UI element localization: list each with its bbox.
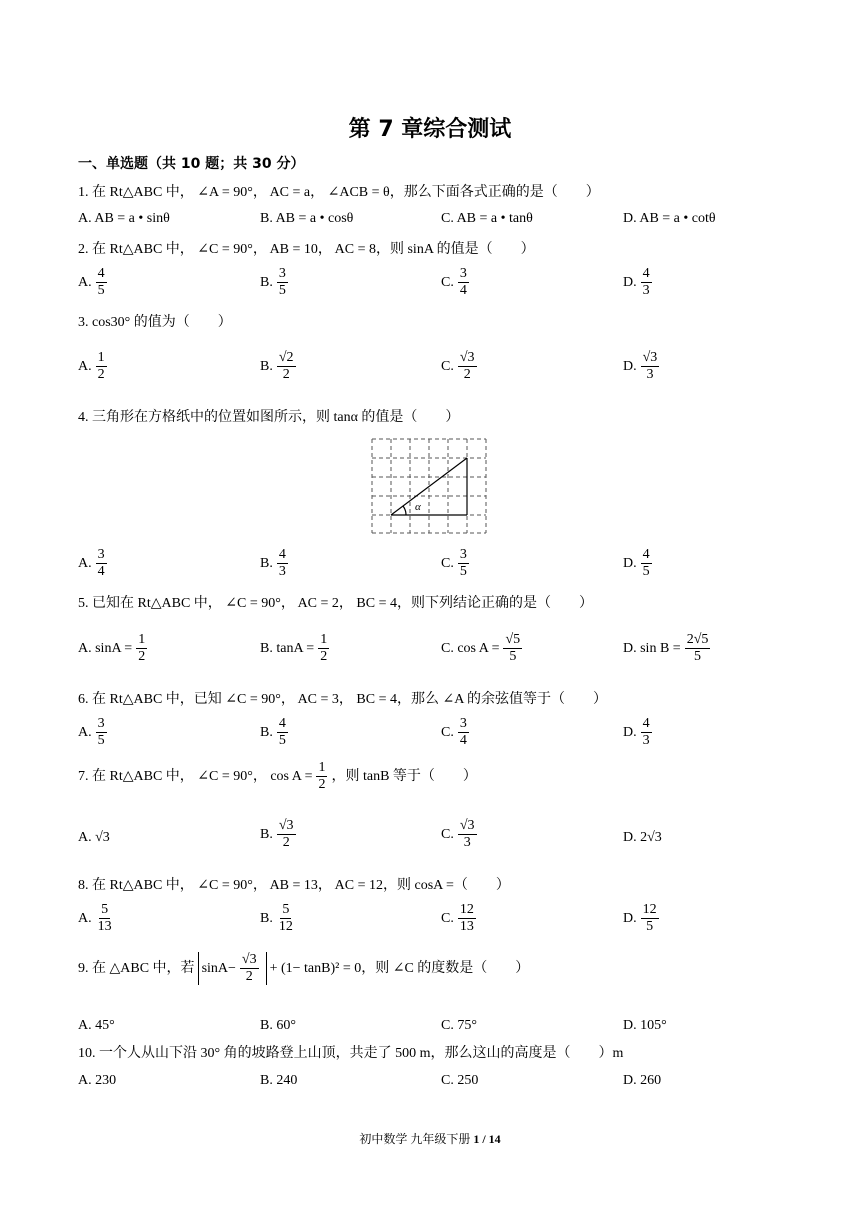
- q2-option-a[interactable]: A. $\frac{4}{5}$: [78, 266, 105, 299]
- q8-option-c[interactable]: C. $\frac{12}{13}$: [441, 902, 474, 935]
- q6-option-b[interactable]: B. $\frac{4}{5}$: [260, 716, 286, 749]
- question-3-stem: 3. cos30° 的值为（ ）: [78, 315, 232, 330]
- q2-option-b[interactable]: B. $\frac{3}{5}$: [260, 266, 286, 299]
- question-6-stem: 6. 在 Rt△ABC 中，已知 ∠C = 90°， AC = 3， BC = 4，那么 ∠A 的余弦值等于（ ）: [78, 692, 608, 707]
- question-9-stem: 9. 在 △ABC 中，若 sinA− $\frac{√3}{2}$ + (1− tanB)² = 0，则 ∠C 的度数是（ ）: [78, 952, 530, 985]
- question-5-stem: 5. 已知在 Rt△ABC 中， ∠C = 90°， AC = 2， BC = 4，则下列结论正确的是（ ）: [78, 596, 593, 611]
- q4-option-c[interactable]: C. $\frac{3}{5}$: [441, 547, 467, 580]
- footer-text: 初中数学 九年级下册: [359, 1132, 474, 1146]
- q7-option-b[interactable]: B. $\frac{√3}{2}$: [260, 818, 294, 851]
- q8-option-a[interactable]: A. $\frac{5}{13}$: [78, 902, 112, 935]
- q5-option-b[interactable]: B. tanA = $\frac{1}{2}$: [260, 632, 328, 665]
- q5-option-a[interactable]: A. sinA = $\frac{1}{2}$: [78, 632, 146, 665]
- question-10-stem: 10. 一个人从山下沿 30° 角的坡路登上山顶，共走了 500 m，那么这山的高度是（ ）m: [78, 1046, 624, 1061]
- q6-option-c[interactable]: C. $\frac{3}{4}$: [441, 716, 467, 749]
- q4-option-d[interactable]: D. $\frac{4}{5}$: [623, 547, 650, 580]
- q5-option-c[interactable]: C. cos A = $\frac{√5}{5}$: [441, 632, 521, 665]
- q1-option-c[interactable]: C. AB = a • tanθ: [441, 211, 533, 226]
- q8-option-d[interactable]: D. $\frac{12}{5}$: [623, 902, 657, 935]
- page-footer: [0, 1130, 860, 1147]
- q8-option-b[interactable]: B. $\frac{5}{12}$: [260, 902, 293, 935]
- question-7-stem: 7. 在 Rt△ABC 中， ∠C = 90°， cos A = $\frac{1}{2}$ ，则 tanB 等于（ ）: [78, 760, 477, 793]
- q1-option-b[interactable]: B. AB = a • cosθ: [260, 211, 354, 226]
- q2-option-c[interactable]: C. $\frac{3}{4}$: [441, 266, 467, 299]
- q1-option-a[interactable]: A. AB = a • sinθ: [78, 211, 170, 226]
- q3-option-d[interactable]: D. $\frac{√3}{3}$: [623, 350, 658, 383]
- q6-option-d[interactable]: D. $\frac{4}{3}$: [623, 716, 650, 749]
- q7-option-a[interactable]: A. √3: [78, 830, 110, 845]
- page-title: 第 7 章综合测试: [348, 117, 512, 142]
- grid-triangle-figure: [370, 437, 488, 535]
- q3-option-c[interactable]: C. $\frac{√3}{2}$: [441, 350, 475, 383]
- q9-option-c[interactable]: C. 75°: [441, 1018, 477, 1033]
- section-heading: 一、单选题（共 10 题；共 30 分）: [78, 156, 305, 172]
- question-4-stem: 4. 三角形在方格纸中的位置如图所示，则 tanα 的值是（ ）: [78, 410, 460, 425]
- question-2-stem: 2. 在 Rt△ABC 中， ∠C = 90°， AB = 10， AC = 8，则 sinA 的值是（ ）: [78, 242, 535, 257]
- question-1-stem: 1. 在 Rt△ABC 中， ∠A = 90°， AC = a， ∠ACB = θ，那么下面各式正确的是（ ）: [78, 185, 600, 200]
- alpha-label: α: [415, 501, 421, 513]
- q5-option-d[interactable]: D. sin B = $\frac{2√5}{5}$: [623, 632, 709, 665]
- q6-option-a[interactable]: A. $\frac{3}{5}$: [78, 716, 105, 749]
- page-number: 1 / 14: [473, 1132, 501, 1146]
- q9-option-d[interactable]: D. 105°: [623, 1018, 667, 1033]
- q10-option-a[interactable]: A. 230: [78, 1073, 117, 1088]
- question-8-stem: 8. 在 Rt△ABC 中， ∠C = 90°， AB = 13， AC = 12，则 cosA =（ ）: [78, 878, 510, 893]
- q9-option-a[interactable]: A. 45°: [78, 1018, 115, 1033]
- q4-option-a[interactable]: A. $\frac{3}{4}$: [78, 547, 105, 580]
- q2-option-d[interactable]: D. $\frac{4}{3}$: [623, 266, 650, 299]
- q7-option-d[interactable]: D. 2√3: [623, 830, 662, 845]
- q10-option-b[interactable]: B. 240: [260, 1073, 298, 1088]
- q7-option-c[interactable]: C. $\frac{√3}{3}$: [441, 818, 475, 851]
- q3-option-b[interactable]: B. $\frac{√2}{2}$: [260, 350, 294, 383]
- q1-option-d[interactable]: D. AB = a • cotθ: [623, 211, 716, 226]
- q4-option-b[interactable]: B. $\frac{4}{3}$: [260, 547, 286, 580]
- q3-option-a[interactable]: A. $\frac{1}{2}$: [78, 350, 105, 383]
- q9-option-b[interactable]: B. 60°: [260, 1018, 296, 1033]
- q10-option-d[interactable]: D. 260: [623, 1073, 662, 1088]
- q10-option-c[interactable]: C. 250: [441, 1073, 479, 1088]
